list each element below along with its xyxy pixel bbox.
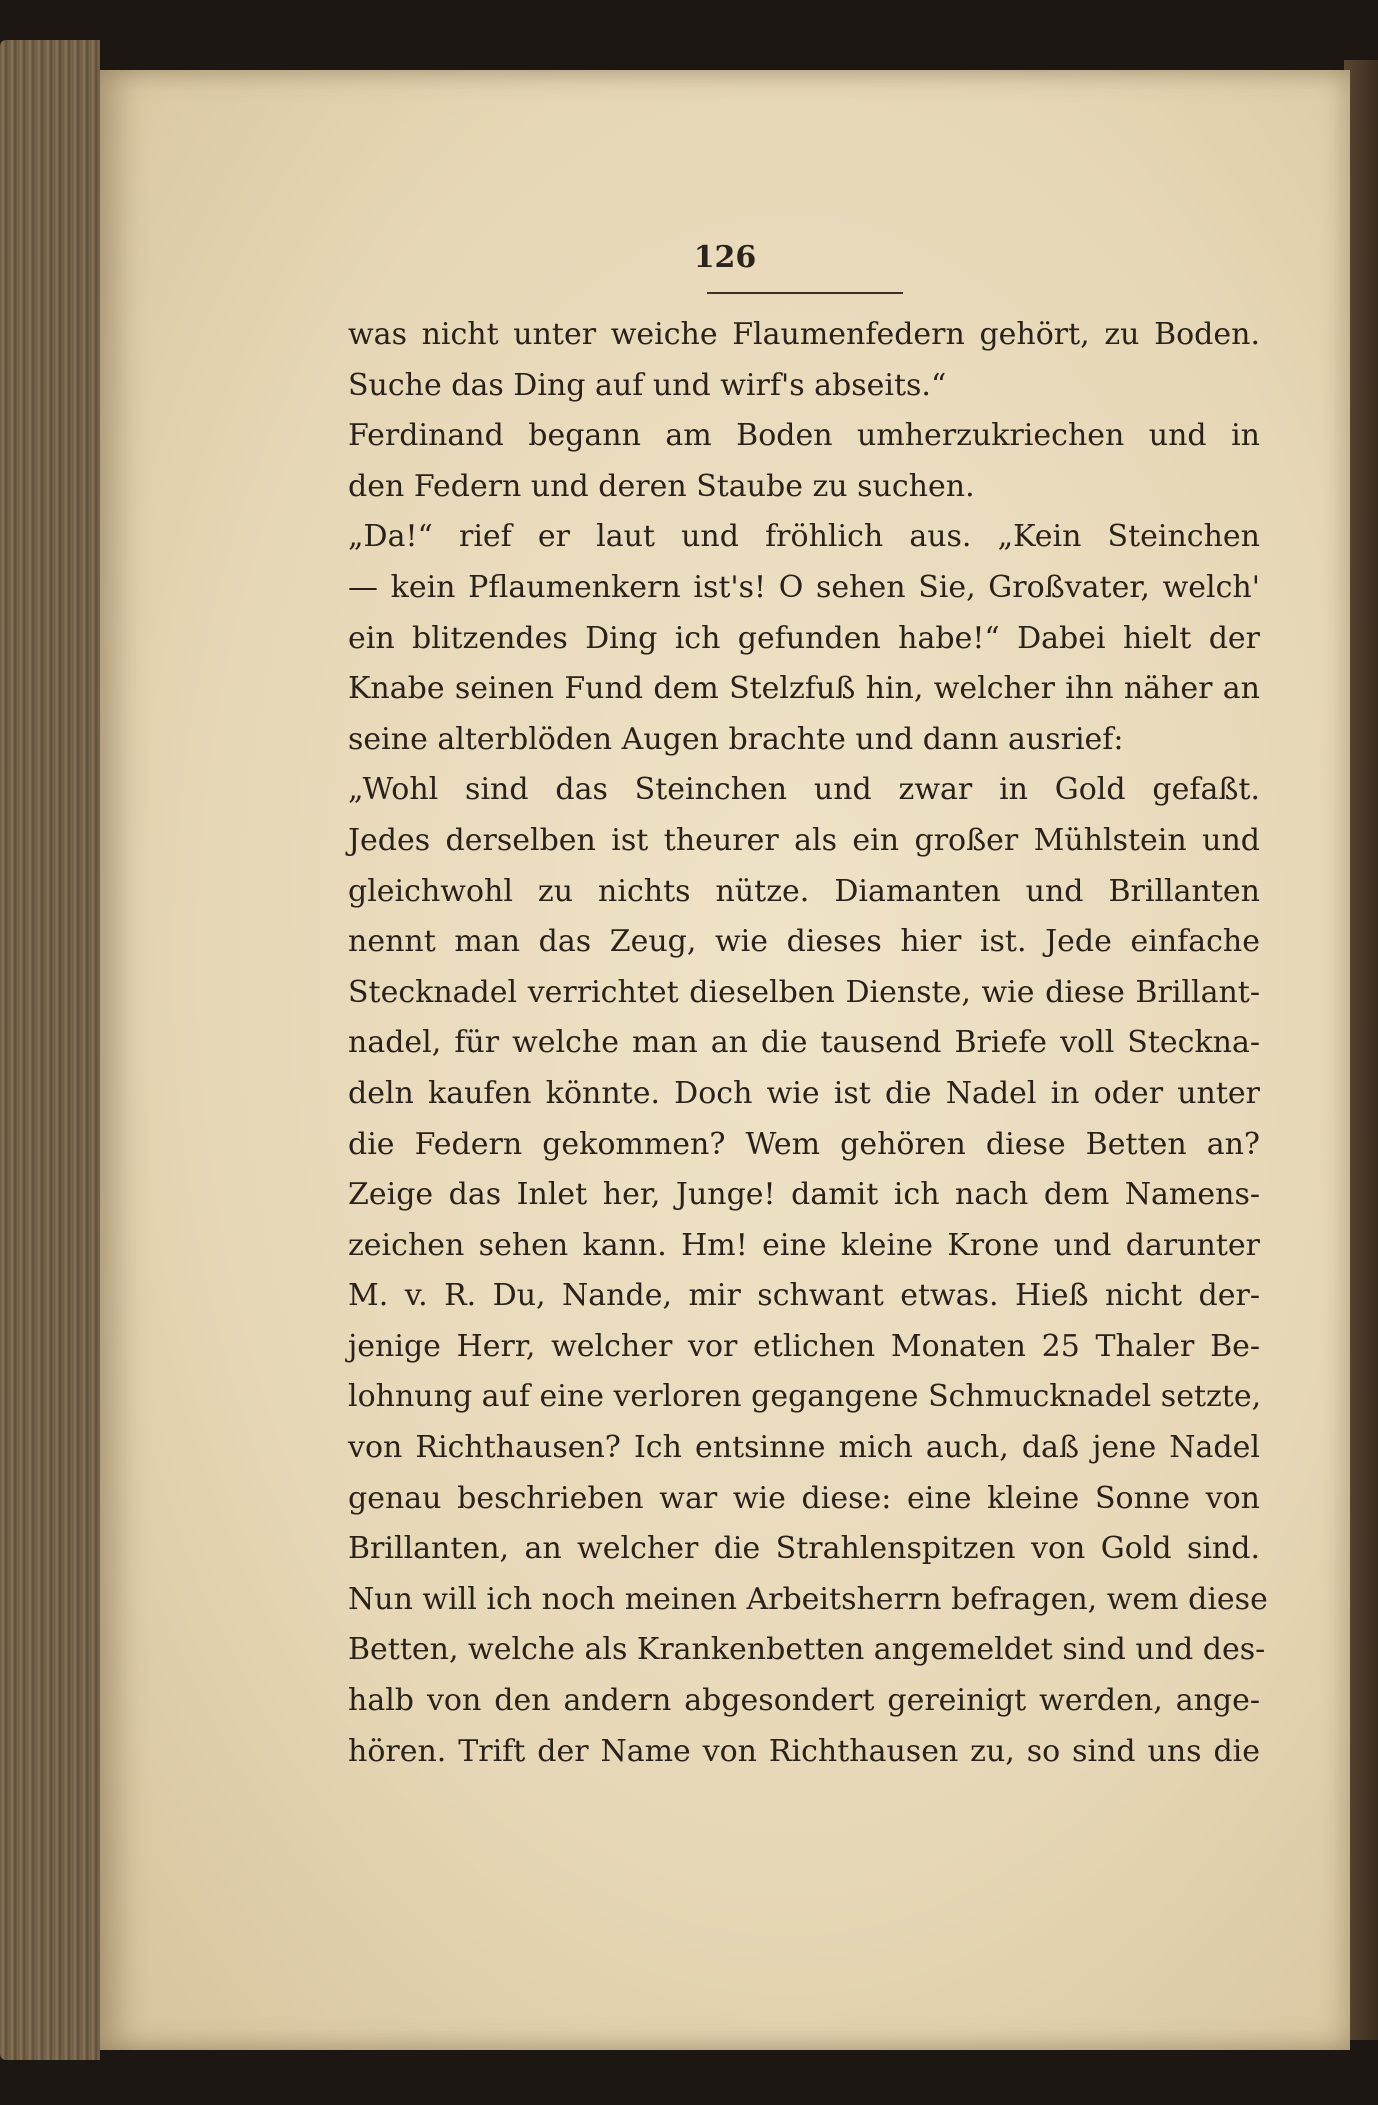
text-line: was nicht unter weiche Flaumenfedern gehört, zu Boden. [348, 317, 1260, 352]
text-line: Betten, welche als Krankenbetten angemeldet sind und des- [348, 1632, 1266, 1668]
text-line: zeichen sehen kann. Hm! eine kleine Krone und darunter [348, 1227, 1260, 1263]
text-line: M. v. R. Du, Nande, mir schwant etwas. Hieß nicht der- [348, 1278, 1260, 1314]
book-page [100, 70, 1350, 2050]
text-line: Jedes derselben ist theurer als ein großer Mühlstein und [348, 822, 1260, 858]
text-line: seine alterblöden Augen brachte und dann ausrief: [348, 721, 1124, 757]
text-line: den Federn und deren Staube zu suchen. [348, 468, 975, 504]
page-number: 126 [693, 240, 757, 275]
text-line: Ferdinand begann am Boden umherzukriechen und in [348, 418, 1260, 454]
text-line: genau beschrieben war wie diese: eine kleine Sonne von [348, 1480, 1260, 1516]
text-line: hören. Trift der Name von Richthausen zu, so sind uns die [348, 1733, 1260, 1769]
text-line: Knabe seinen Fund dem Stelzfuß hin, welcher ihn näher an [348, 671, 1260, 707]
text-line: jenige Herr, welcher vor etlichen Monaten 25 Thaler Be- [348, 1328, 1260, 1364]
text-line: Zeige das Inlet her, Junge! damit ich nach dem Namens- [348, 1177, 1260, 1213]
text-line: — kein Pflaumenkern ist's! O sehen Sie, Großvater, welch' [348, 569, 1260, 605]
text-line: lohnung auf eine verloren gegangene Schmucknadel setzte, [348, 1379, 1262, 1415]
body-text [348, 310, 1268, 1777]
text-line: Nun will ich noch meinen Arbeitsherrn befragen, wem diese [348, 1581, 1268, 1617]
text-line: Brillanten, an welcher die Strahlenspitzen von Gold sind. [348, 1531, 1260, 1567]
text-line: Stecknadel verrichtet dieselben Dienste, wie diese Brillant- [348, 974, 1260, 1010]
text-line: die Federn gekommen? Wem gehören diese Betten an? [348, 1126, 1260, 1162]
text-line: nennt man das Zeug, wie dieses hier ist. Jede einfache [348, 924, 1260, 960]
book-page-edges [0, 40, 100, 2060]
text-line: deln kaufen könnte. Doch wie ist die Nadel in oder unter [348, 1075, 1260, 1111]
text-line: von Richthausen? Ich entsinne mich auch, daß jene Nadel [348, 1430, 1260, 1466]
text-line: nadel, für welche man an die tausend Briefe voll Steckna- [348, 1025, 1260, 1061]
text-line: „Wohl sind das Steinchen und zwar in Gold gefaßt. [348, 772, 1260, 808]
text-line: Suche das Ding auf und wirf's abseits.“ [348, 367, 947, 403]
header-rule [707, 292, 903, 294]
text-line: gleichwohl zu nichts nütze. Diamanten und Brillanten [348, 873, 1260, 909]
text-line: ein blitzendes Ding ich gefunden habe!“ Dabei hielt der [348, 620, 1260, 656]
text-line: halb von den andern abgesondert gereinigt werden, ange- [348, 1683, 1260, 1719]
text-line: „Da!“ rief er laut und fröhlich aus. „Kein Steinchen [348, 519, 1260, 555]
